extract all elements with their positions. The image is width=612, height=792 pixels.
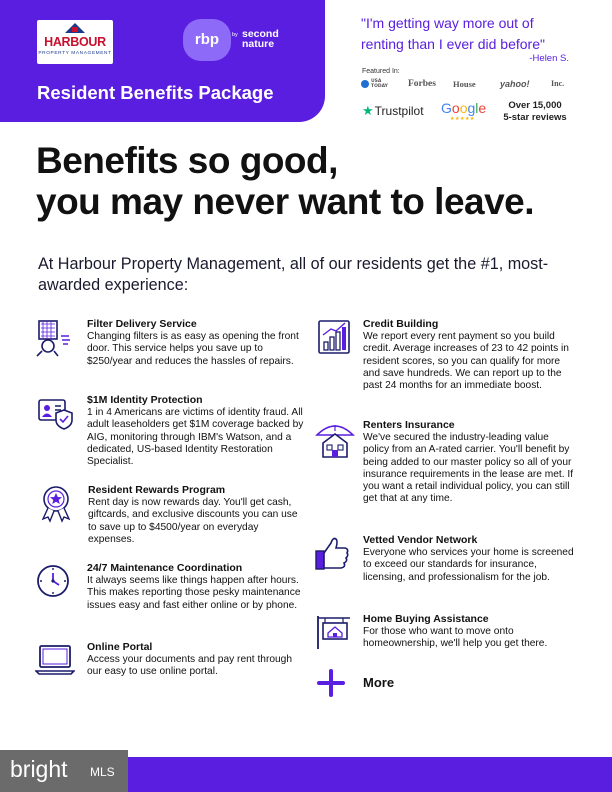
- second-nature-logo: second nature: [242, 28, 279, 50]
- benefit-title: $1M Identity Protection: [87, 394, 203, 406]
- bar-chart-icon: [316, 318, 356, 358]
- benefit-description: 1 in 4 Americans are victims of identity fraud. All adult leaseholders get $1M coverage backed by AIG, monitoring through IBM's Watson, and a dedicated, US-based Identity Restoration Specialist.: [87, 407, 304, 468]
- star-icon: ★: [362, 103, 374, 118]
- benefit-description: It always seems like things happen after hours. This makes reporting those pesky maintenance issues easy and fast either online or by phone.: [87, 575, 301, 611]
- benefit-title: Credit Building: [363, 318, 439, 330]
- inc-logo: Inc.: [551, 79, 565, 88]
- benefit-title: 24/7 Maintenance Coordination: [87, 562, 243, 574]
- benefit-description: Rent day is now rewards day. You'll get cash, giftcards, and exclusive discounts you can use to save up to $4500/year on everyday expenses.: [88, 497, 298, 545]
- rbp-logo-badge: [183, 19, 231, 61]
- google-stars-icon: ★★★★★: [450, 116, 475, 122]
- benefit-title: Renters Insurance: [363, 419, 455, 431]
- benefit-description: Everyone who services your home is screened to exceed our standards for insurance, licensing, and professionalism for the job.: [363, 547, 574, 583]
- rewards-ribbon-icon: [36, 484, 76, 524]
- benefit-title: Home Buying Assistance: [363, 613, 489, 625]
- house-umbrella-icon: [315, 419, 355, 459]
- bright-brand: bright: [10, 756, 68, 782]
- plus-icon: [316, 668, 346, 698]
- clock-icon: [35, 562, 75, 602]
- more-label: More: [363, 675, 395, 690]
- testimonial-quote: "I'm getting way more out of renting than I ever did before": [361, 15, 545, 52]
- benefit-description: Access your documents and pay rent through our easy to use online portal.: [87, 654, 292, 678]
- thumbs-up-icon: [312, 534, 352, 574]
- usa-today-logo: USA TODAY: [362, 79, 384, 89]
- reviews-count: Over 15,000 5-star reviews: [503, 100, 567, 123]
- benefit-description: For those who want to move onto homeownership, we'll help you get there.: [363, 626, 548, 650]
- benefit-description: We've secured the industry-leading value policy from an A-rated carrier. You'll benefit by being added to our master policy so all of your insurance requirements in the lease are met. If you want a retail individual policy, you can still get that at any time.: [363, 432, 574, 505]
- home-sign-icon: [315, 613, 355, 653]
- benefit-title: Resident Rewards Program: [88, 484, 226, 496]
- benefit-description: We report every rent payment so you build credit. Average increases of 23 to 42 points in resident scores, so you can qualify for more and save hundreds. We can report up to the past 24 months for an immediate boost.: [363, 331, 569, 392]
- filter-delivery-icon: [33, 318, 73, 358]
- benefit-description: Changing filters is as easy as opening the front door. This service helps you save up to $250/year and reduces the hassles of repairs.: [87, 331, 299, 367]
- forbes-logo: Forbes: [408, 79, 436, 89]
- rbp-badge-text: rbp: [194, 31, 220, 48]
- featured-label: Featured In:: [362, 68, 400, 75]
- benefit-title: Vetted Vendor Network: [363, 534, 478, 546]
- header-banner: [0, 0, 325, 122]
- intro-text: At Harbour Property Management, all of our residents get the #1, most-awarded experience:: [38, 255, 549, 294]
- harbour-logo: [37, 20, 113, 64]
- trustpilot-logo: ★Trustpilot: [362, 103, 424, 118]
- harbour-logo-name: HARBOUR: [44, 35, 106, 49]
- harbour-logo-tagline: PROPERTY MANAGEMENT: [38, 51, 112, 56]
- benefit-title: Filter Delivery Service: [87, 318, 197, 330]
- house-roof-icon: [65, 23, 85, 33]
- headline: Benefits so good, you may never want to leave.: [36, 140, 535, 222]
- house-logo: House: [453, 79, 476, 89]
- rbp-by-text: by: [232, 32, 238, 38]
- yahoo-logo: yahoo!: [500, 79, 530, 89]
- mls-label: MLS: [90, 765, 115, 779]
- laptop-icon: [35, 641, 75, 681]
- identity-protection-icon: [36, 394, 76, 434]
- testimonial-author: -Helen S.: [529, 53, 569, 64]
- package-title: Resident Benefits Package: [37, 82, 274, 103]
- benefit-title: Online Portal: [87, 641, 153, 653]
- google-logo: Google: [441, 100, 487, 116]
- bright-mls-watermark: [0, 750, 128, 792]
